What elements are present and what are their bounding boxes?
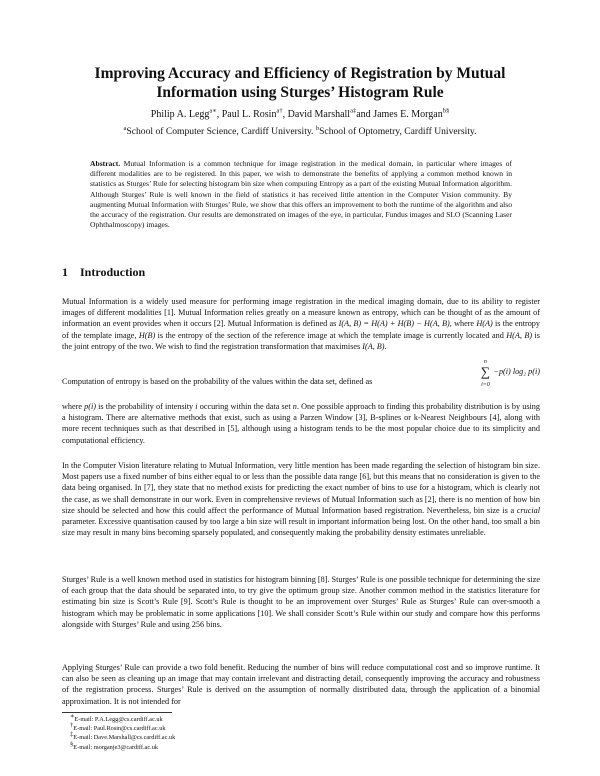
affil-b: School of Optometry, Cardiff University.: [319, 126, 477, 137]
affil-a-label: a: [123, 124, 127, 132]
author-3-footnote: ‡: [352, 107, 357, 115]
abstract-text: Mutual Information is a common technique for image registration in the medical domain, in particular where images of different modalities are to be registered. In this paper, we wish to demonstrate the benefits of applying a common method known in statistics as Sturges’ Rule for selecting histogram bin size when computing Entropy as a part of the existing Mutual Information algorithm. Although Sturges’ Rule is well known in the field of statistics it has received little attention in the Computer Vision community. By augmenting Mutual Information with Sturges’ Rule, we show that this offers an improvement to both the runtime of the algorithm and also the accuracy of the registration. Our results are demonstrated on images of the eye, in particular, Fundus images and SLO (Scanning Laser Ophthalmoscopy) images.: [90, 159, 512, 230]
author-4: James E. Morgan: [373, 109, 443, 120]
entropy-formula: [477, 359, 540, 388]
paragraph-2: [62, 401, 540, 446]
paragraph-4: Sturges’ Rule is a well known method used in statistics for histogram binning [8]. Sturges’ Rule is one possible technique for determining the size of each group that the data should be separated into, to try give the optimum group size. Another common method in the statistics literature for estimating bin size is Scott’s Rule [9]. Scott’s Rule is thought to be an improvement over Sturges’ Rule as Sturges’ Rule can over-smooth a histogram which may be problematic in some applications [10]. We shall consider Scott’s Rule within our study and compare how this performs alongside with Sturges’ Rule and using 256 bins.: [62, 575, 540, 629]
author-2-footnote: †: [279, 107, 283, 115]
sum-symbol-wrap: [477, 359, 493, 388]
sum-symbol: ∑: [480, 364, 491, 379]
entropy-b: H(B): [138, 330, 156, 340]
footnote-1: [70, 712, 175, 724]
sum-lower: i=0: [481, 382, 490, 388]
paragraph-2-lead: [62, 359, 540, 388]
author-4-footnote: §: [445, 107, 450, 115]
p1-text-e: is the joint entropy of the two. We wish to find the registration transformation that maximises: [62, 330, 540, 351]
paragraph-5: Applying Sturges’ Rule can provide a two fold benefit. Reducing the number of bins will reduce computational cost and so improve runtime. It can also be seen as cleaning up an image that may contain irrelevant and distracting detail, consequently improving the accuracy and robustness of the registration process. Sturges’ Rule is derived on the assumption of normally distributed data, through the application of a binomial approximation. It is not intended for: [62, 663, 540, 706]
affiliations: [40, 125, 560, 138]
joint-entropy: H(A, B): [506, 330, 533, 340]
footnote-3-mark: ‡: [70, 731, 74, 739]
author-3: David Marshall: [287, 109, 351, 120]
paragraph-1: [62, 296, 540, 352]
footnotes: [70, 712, 176, 752]
footnote-4-text: E-mail: morganje3@cardiff.ac.uk: [73, 743, 159, 751]
author-1-footnote: ∗: [212, 107, 217, 115]
p2-text-a: where: [62, 402, 85, 411]
author-1-affil: a: [209, 107, 213, 115]
p3-text-a: In the Computer Vision literature relating to Mutual Information, very little mention has been made regarding the selection of histogram bin size. Most papers use a fixed number of bins either equal to or less than the possible data range [6], but this means that no consideration is given to the data being organised. In [7], they state that no method exists for predicting the exact number of bins to use for a histogram, which is clearly not the case, as we shall demonstrate in our work. Even in comprehensive reviews of Mutual Information such as [2], there is no mention of how bin size should be selected and how this could affect the performance of Mutual Information based registration. Nevertheless, bin size is a: [62, 461, 540, 515]
p2-text-d: . One possible approach to finding this probability distribution is by using a histogram. There are alternative methods that exist, such as using a Parzen Window [3], B-splines or k-Nearest Neighbours [4], along with more recent techniques such as that described in [5], although using a histogram tends to be the most popular choice due to its simplicity and computational efficiency.: [62, 402, 540, 445]
section-number: 1: [62, 265, 68, 279]
footnote-1-text: E-mail: P.A.Legg@cs.cardiff.ac.uk: [74, 716, 163, 723]
footnote-rule: [62, 712, 172, 713]
p2-lead-text: Computation of entropy is based on the probability of the values within the data set, defined as: [62, 377, 373, 386]
footnote-4-mark: §: [70, 740, 74, 748]
p2-text-b: is the probability of intensity: [95, 402, 196, 411]
p1-text-b: , where: [449, 319, 477, 329]
footnote-2-mark: †: [70, 722, 74, 730]
author-4-affil: b: [442, 107, 446, 115]
affil-a: School of Computer Science, Cardiff University.: [126, 126, 314, 137]
paragraph-3: [62, 460, 540, 538]
affil-b-label: b: [315, 124, 320, 132]
author-2: Paul L. Rosin: [221, 109, 277, 120]
entropy-expression: −p(i) log₂ p(i): [493, 367, 540, 376]
emphasis-crucial: crucial: [516, 505, 540, 515]
footnote-2: [70, 724, 175, 733]
entropy-a: H(A): [476, 319, 493, 329]
paper-title: Improving Accuracy and Efficiency of Registration by Mutual Information using Sturges’ Histogram Rule: [94, 65, 506, 101]
section-title: Introduction: [80, 265, 146, 279]
p3-text-b: parameter. Excessive quantisation caused by too large a bin size will result in important information being lost. On the other hand, too small a bin size may result in many bins becoming sparsely populated, and consequently making the probability density estimates unreliable.: [62, 517, 540, 538]
prob-term: p(i): [84, 402, 96, 411]
author-and: and: [356, 109, 371, 120]
section-heading: [62, 265, 145, 280]
p1-text-d: is the entropy of the section of the reference image at which the template image is currently located and: [155, 330, 507, 340]
author-2-affil: a: [276, 107, 280, 115]
footnote-3-text: E-mail: Dave.Marshall@cs.cardiff.ac.uk: [73, 734, 176, 742]
p1-text-c: is the entropy of the template image,: [62, 319, 540, 340]
p1-text-a: Mutual Information is a widely used measure for performing image registration in the medical imaging domain, due to its ability to register images of different modalities [1]. Mutual Information relies greatly on a measure known as entropy, which can be thought of as the amount of information an event provides when it occurs [2]. Mutual Information is defined as: [62, 297, 540, 329]
author-list: Philip A. Legg$^{a∗}$, Paul L. Rosin$^{a\dagger}$, David Marshall$^{a\ddagger}$and James E. Morgan$^{b\S}$: [150, 107, 450, 120]
p1-end: .: [384, 341, 387, 351]
abstract-label: Abstract.: [90, 159, 121, 168]
footnote-1-mark: ∗: [70, 712, 75, 720]
author-1: Philip A. Legg: [150, 109, 210, 120]
p2-text-c: occuring within the data set: [197, 402, 293, 411]
author-3-affil: a: [350, 107, 353, 115]
abstract: [90, 159, 512, 230]
sum-upper: n: [483, 359, 487, 365]
dataset-var: n: [292, 402, 297, 411]
mi-definition: I(A, B) = H(A) + H(B) − H(A, B): [338, 319, 450, 329]
intensity-var: i: [195, 402, 198, 411]
footnote-4: [70, 740, 175, 752]
footnote-3: [70, 733, 175, 742]
footnote-2-text: E-mail: Paul.Rosin@cs.cardiff.ac.uk: [73, 725, 166, 733]
mi-term: I(A, B): [362, 341, 385, 351]
